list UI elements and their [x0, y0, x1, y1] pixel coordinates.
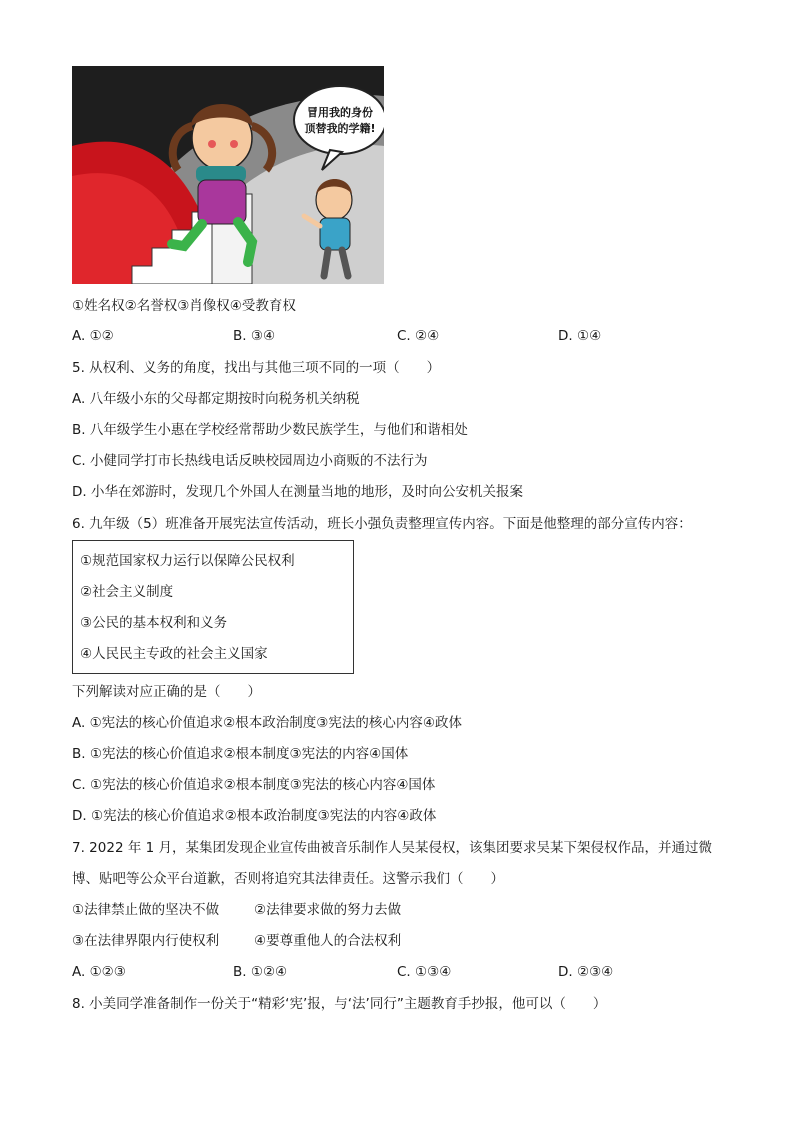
q6-option-d[interactable]: D. ①宪法的核心价值追求②根本政治制度③宪法的内容④政体	[72, 808, 437, 824]
q5-stem: 5. 从权利、义务的角度，找出与其他三项不同的一项（ ）	[72, 360, 441, 376]
q6-option-a[interactable]: A. ①宪法的核心价值追求②根本政治制度③宪法的核心内容④政体	[72, 715, 462, 731]
q7-statement-4: ④要尊重他人的合法权利	[254, 933, 402, 949]
q7-option-a[interactable]: A. ①②③	[72, 964, 126, 980]
speech-bubble-line2: 顶替我的学籍!	[304, 122, 376, 135]
q5-option-c[interactable]: C. 小健同学打市长热线电话反映校园周边小商贩的不法行为	[72, 453, 428, 469]
q7-statement-1: ①法律禁止做的坚决不做	[72, 902, 220, 918]
q5-option-a[interactable]: A. 八年级小东的父母都定期按时向税务机关纳税	[72, 391, 360, 407]
q5-option-d[interactable]: D. 小华在郊游时，发现几个外国人在测量当地的地形，及时向公安机关报案	[72, 484, 523, 500]
q4-option-c[interactable]: C. ②④	[397, 328, 440, 344]
q7-statement-3: ③在法律界限内行使权利	[72, 933, 220, 949]
q6-box-item-3: ③公民的基本权利和义务	[80, 615, 228, 631]
speech-bubble-line1: 冒用我的身份	[307, 106, 373, 119]
q4-rights-list: ①姓名权②名誉权③肖像权④受教育权	[72, 298, 296, 314]
q6-prompt: 下列解读对应正确的是（ ）	[72, 684, 261, 700]
q4-option-b[interactable]: B. ③④	[233, 328, 276, 344]
q7-stem-line2: 博、贴吧等公众平台道歉，否则将追究其法律责任。这警示我们（ ）	[72, 871, 504, 887]
q6-option-b[interactable]: B. ①宪法的核心价值追求②根本制度③宪法的内容④国体	[72, 746, 409, 762]
q6-stem: 6. 九年级（5）班准备开展宪法宣传活动，班长小强负责整理宣传内容。下面是他整理的部分宣传内容：	[72, 516, 692, 532]
q7-option-c[interactable]: C. ①③④	[397, 964, 452, 980]
q4-option-d[interactable]: D. ①④	[558, 328, 602, 344]
q6-box-item-1: ①规范国家权力运行以保障公民权利	[80, 553, 295, 569]
q6-box-item-4: ④人民民主专政的社会主义国家	[80, 646, 268, 662]
q7-statement-2: ②法律要求做的努力去做	[254, 902, 402, 918]
q6-box-item-2: ②社会主义制度	[80, 584, 174, 600]
q7-option-d[interactable]: D. ②③④	[558, 964, 614, 980]
q5-option-b[interactable]: B. 八年级学生小惠在学校经常帮助少数民族学生，与他们和谐相处	[72, 422, 468, 438]
q7-stem-line1: 7. 2022 年 1 月，某集团发现企业宣传曲被音乐制作人吴某侵权，该集团要求吴某下架侵权作品，并通过微	[72, 840, 712, 856]
q8-stem: 8. 小美同学准备制作一份关于“精彩‘宪’报，与‘法’同行”主题教育手抄报，他可以（ ）	[72, 996, 607, 1012]
q7-option-b[interactable]: B. ①②④	[233, 964, 288, 980]
q4-option-a[interactable]: A. ①②	[72, 328, 114, 344]
q6-option-c[interactable]: C. ①宪法的核心价值追求②根本制度③宪法的核心内容④国体	[72, 777, 436, 793]
cartoon-illustration	[72, 66, 384, 284]
